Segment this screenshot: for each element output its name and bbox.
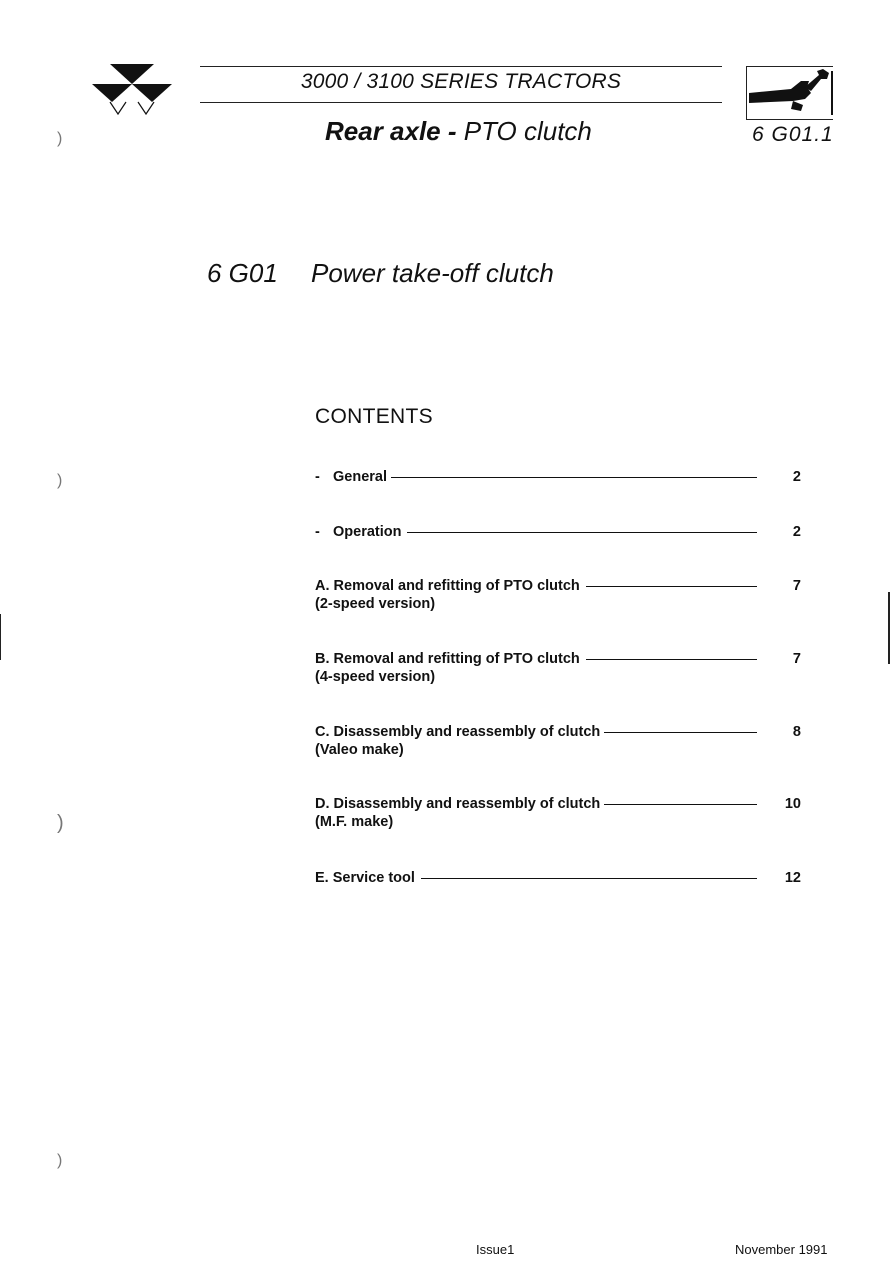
margin-mark: )	[57, 472, 63, 489]
leader-line	[604, 804, 757, 805]
section-title: Power take-off clutch	[311, 258, 554, 288]
margin-mark: )	[57, 812, 64, 834]
entry-label: E. Service tool	[315, 870, 415, 886]
entry-page: 2	[792, 524, 801, 540]
page-edge-line	[0, 614, 1, 660]
series-title: 3000 / 3100 SERIES TRACTORS	[300, 70, 622, 93]
header-rule-bottom	[200, 102, 722, 103]
leader-line	[586, 659, 757, 660]
header-rule-top	[200, 66, 722, 67]
entry-dash: -	[315, 524, 320, 540]
contents-entry-d[interactable]	[315, 796, 801, 832]
margin-mark: )	[57, 1152, 63, 1169]
entry-label: A. Removal and refitting of PTO clutch	[315, 578, 580, 594]
hand-wrench-badge	[746, 66, 833, 120]
issue-date: November 1991	[735, 1242, 828, 1257]
entry-page: 2	[792, 469, 801, 485]
entry-sublabel: (2-speed version)	[315, 596, 436, 612]
contents-entry-e[interactable]	[315, 870, 801, 888]
contents-entry-operation[interactable]	[315, 524, 801, 542]
triple-triangle-logo-icon	[90, 62, 174, 118]
leader-line	[421, 878, 757, 879]
entry-dash: -	[315, 469, 320, 485]
subtitle-rest: PTO clutch	[456, 116, 592, 146]
entry-page: 7	[792, 651, 801, 667]
entry-page: 12	[784, 870, 801, 886]
section-number: 6 G01	[207, 258, 278, 288]
entry-sublabel: (Valeo make)	[315, 742, 404, 758]
subtitle-bold: Rear axle -	[325, 116, 457, 146]
page-code: 6 G01.1	[752, 123, 834, 146]
entry-label: B. Removal and refitting of PTO clutch	[315, 651, 580, 667]
hand-wrench-icon	[747, 67, 833, 119]
entry-page: 8	[792, 724, 801, 740]
entry-label: Operation	[333, 524, 402, 540]
entry-page: 10	[784, 796, 801, 812]
leader-line	[407, 532, 757, 533]
contents-entry-general[interactable]	[315, 469, 801, 487]
entry-sublabel: (M.F. make)	[315, 814, 394, 830]
contents-entry-a[interactable]	[315, 578, 801, 614]
entry-page: 7	[792, 578, 801, 594]
leader-line	[391, 477, 757, 478]
entry-label: D. Disassembly and reassembly of clutch	[315, 796, 601, 812]
contents-entry-b[interactable]	[315, 651, 801, 687]
entry-sublabel: (4-speed version)	[315, 669, 436, 685]
page-edge-line	[888, 592, 890, 664]
leader-line	[586, 586, 757, 587]
issue-label: Issue1	[476, 1242, 515, 1257]
entry-label: C. Disassembly and reassembly of clutch	[315, 724, 601, 740]
contents-entry-c[interactable]	[315, 724, 801, 760]
page-subtitle	[325, 116, 592, 147]
contents-heading: CONTENTS	[315, 405, 433, 428]
leader-line	[604, 732, 757, 733]
margin-mark: )	[57, 130, 63, 147]
entry-label: General	[333, 469, 387, 485]
